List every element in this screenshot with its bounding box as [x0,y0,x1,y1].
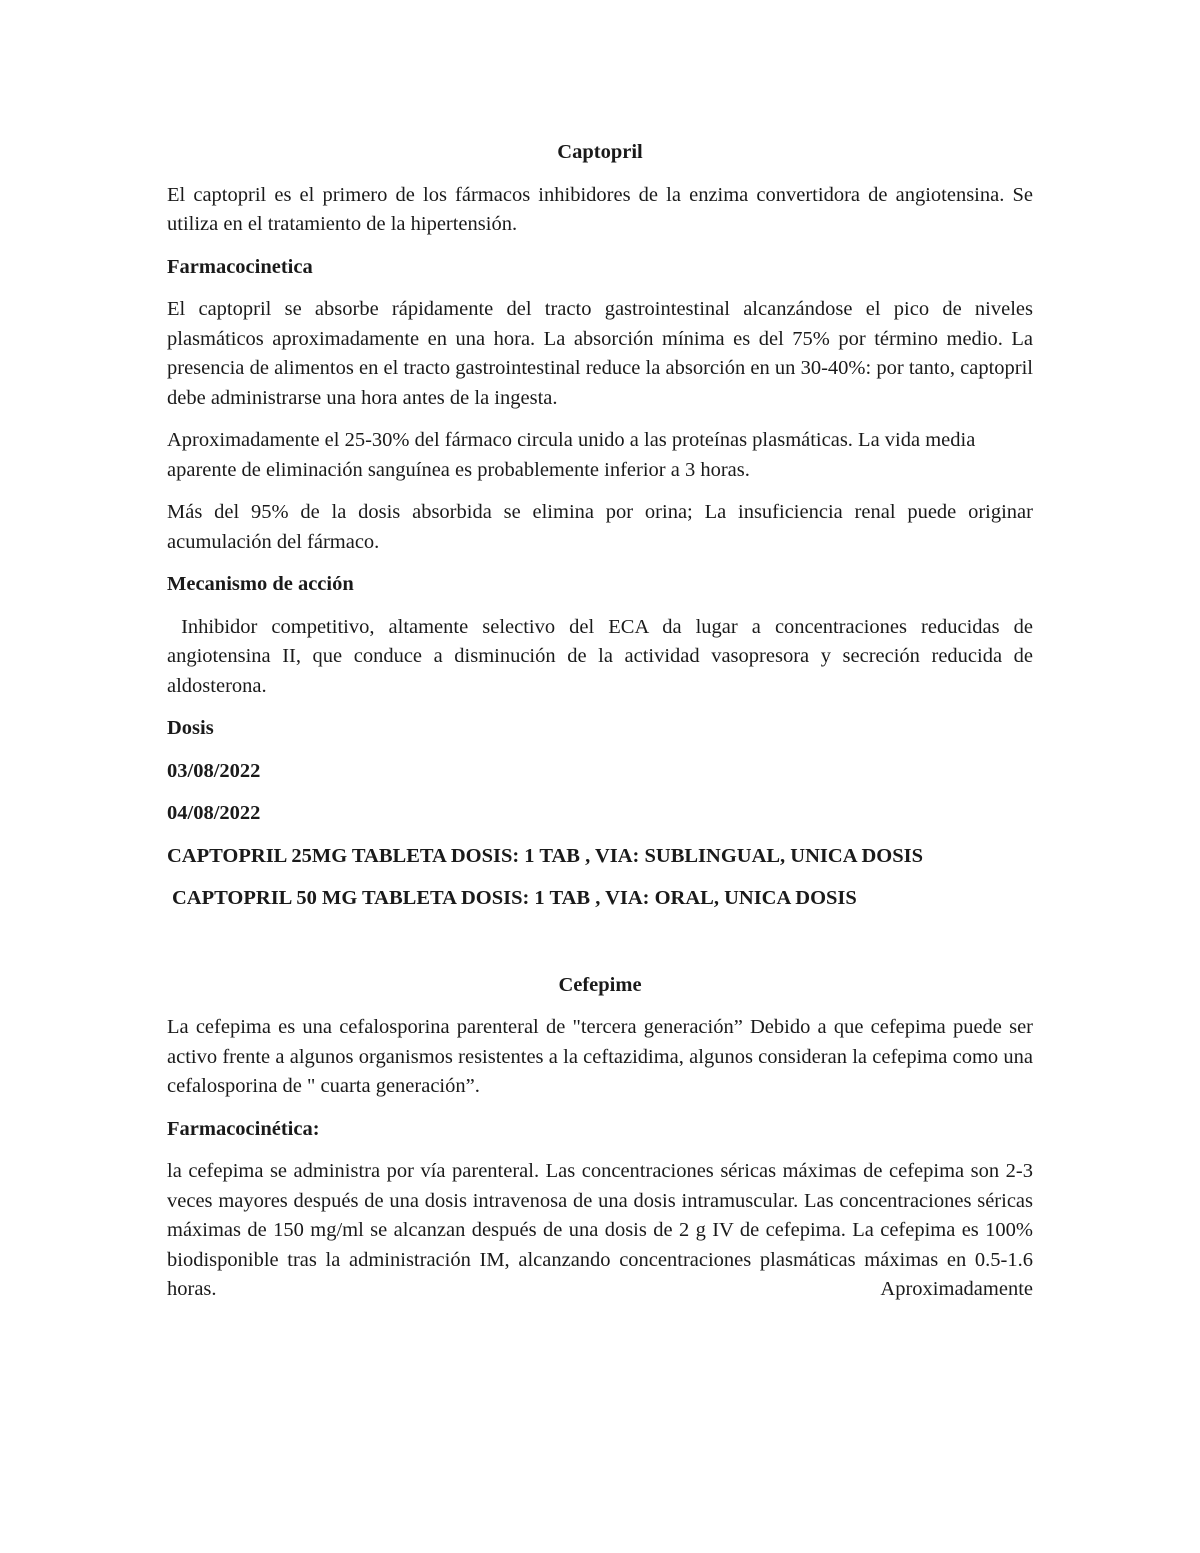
captopril-pk-heading: Farmacocinetica [167,255,313,278]
captopril-moa-heading: Mecanismo de acción [167,573,354,595]
captopril-pk-paragraph-3: Más del 95% de la dosis absorbida se elimina por orina; La insuficiencia renal puede originar acumulación del fármaco. [167,501,1033,553]
captopril-title: Captopril [557,141,643,163]
cefepime-pk-paragraph-1: la cefepima se administra por vía parenteral. Las concentraciones séricas máximas de cefepima son 2-3 veces mayores después de una dosis intravenosa de una dosis intramuscular. Las concentraciones séricas máximas de 150 mg/ml se alcanzan después de una dosis de 2 g IV de cefepima. La cefepima es 100% biodisponible tras la administración IM, alcanzando concentraciones plasmáticas máximas en 0.5-1.6 horas. Aproximadamente [167,1160,1033,1300]
captopril-pk-paragraph-2: Aproximadamente el 25-30% del fármaco circula unido a las proteínas plasmáticas. La vida media aparente de eliminación sanguínea es probablemente inferior a 3 horas. [167,429,976,481]
cefepime-title: Cefepime [558,973,642,996]
cefepime-pk-heading: Farmacocinética: [167,1117,320,1140]
captopril-intro: El captopril es el primero de los fármacos inhibidores de la enzima convertidora de angiotensina. Se utiliza en el tratamiento de la hipertensión. [167,183,1033,235]
dose-entry-1: CAPTOPRIL 25MG TABLETA DOSIS: 1 TAB , VIA: SUBLINGUAL, UNICA DOSIS [167,844,924,867]
dose-date-1: 03/08/2022 [167,759,261,782]
captopril-moa-paragraph: Inhibidor competitivo, altamente selectivo del ECA da lugar a concentraciones reducidas de angiotensina II, que conduce a disminución de la actividad vasopresora y secreción reducida de aldosterona. [167,615,1039,697]
cefepime-intro: La cefepima es una cefalosporina parenteral de "tercera generación” Debido a que cefepima puede ser activo frente a algunos organismos resistentes a la ceftazidima, algunos consideran la cefepima como una cefalosporina de " cuarta generación”. [167,1016,1033,1097]
document-page [167,138,1039,1318]
dose-entry-2: CAPTOPRIL 50 MG TABLETA DOSIS: 1 TAB , VIA: ORAL, UNICA DOSIS [172,887,857,909]
captopril-dose-heading: Dosis [167,717,214,739]
captopril-pk-paragraph-1: El captopril se absorbe rápidamente del tracto gastrointestinal alcanzándose el pico de niveles plasmáticos aproximadamente en una hora. La absorción mínima es del 75% por término medio. La presencia de alimentos en el tracto gastrointestinal reduce la absorción en un 30-40%: por tanto, captopril debe administrarse una hora antes de la ingesta. [167,298,1033,409]
section-spacer [167,927,1033,971]
dose-date-2: 04/08/2022 [167,802,261,824]
